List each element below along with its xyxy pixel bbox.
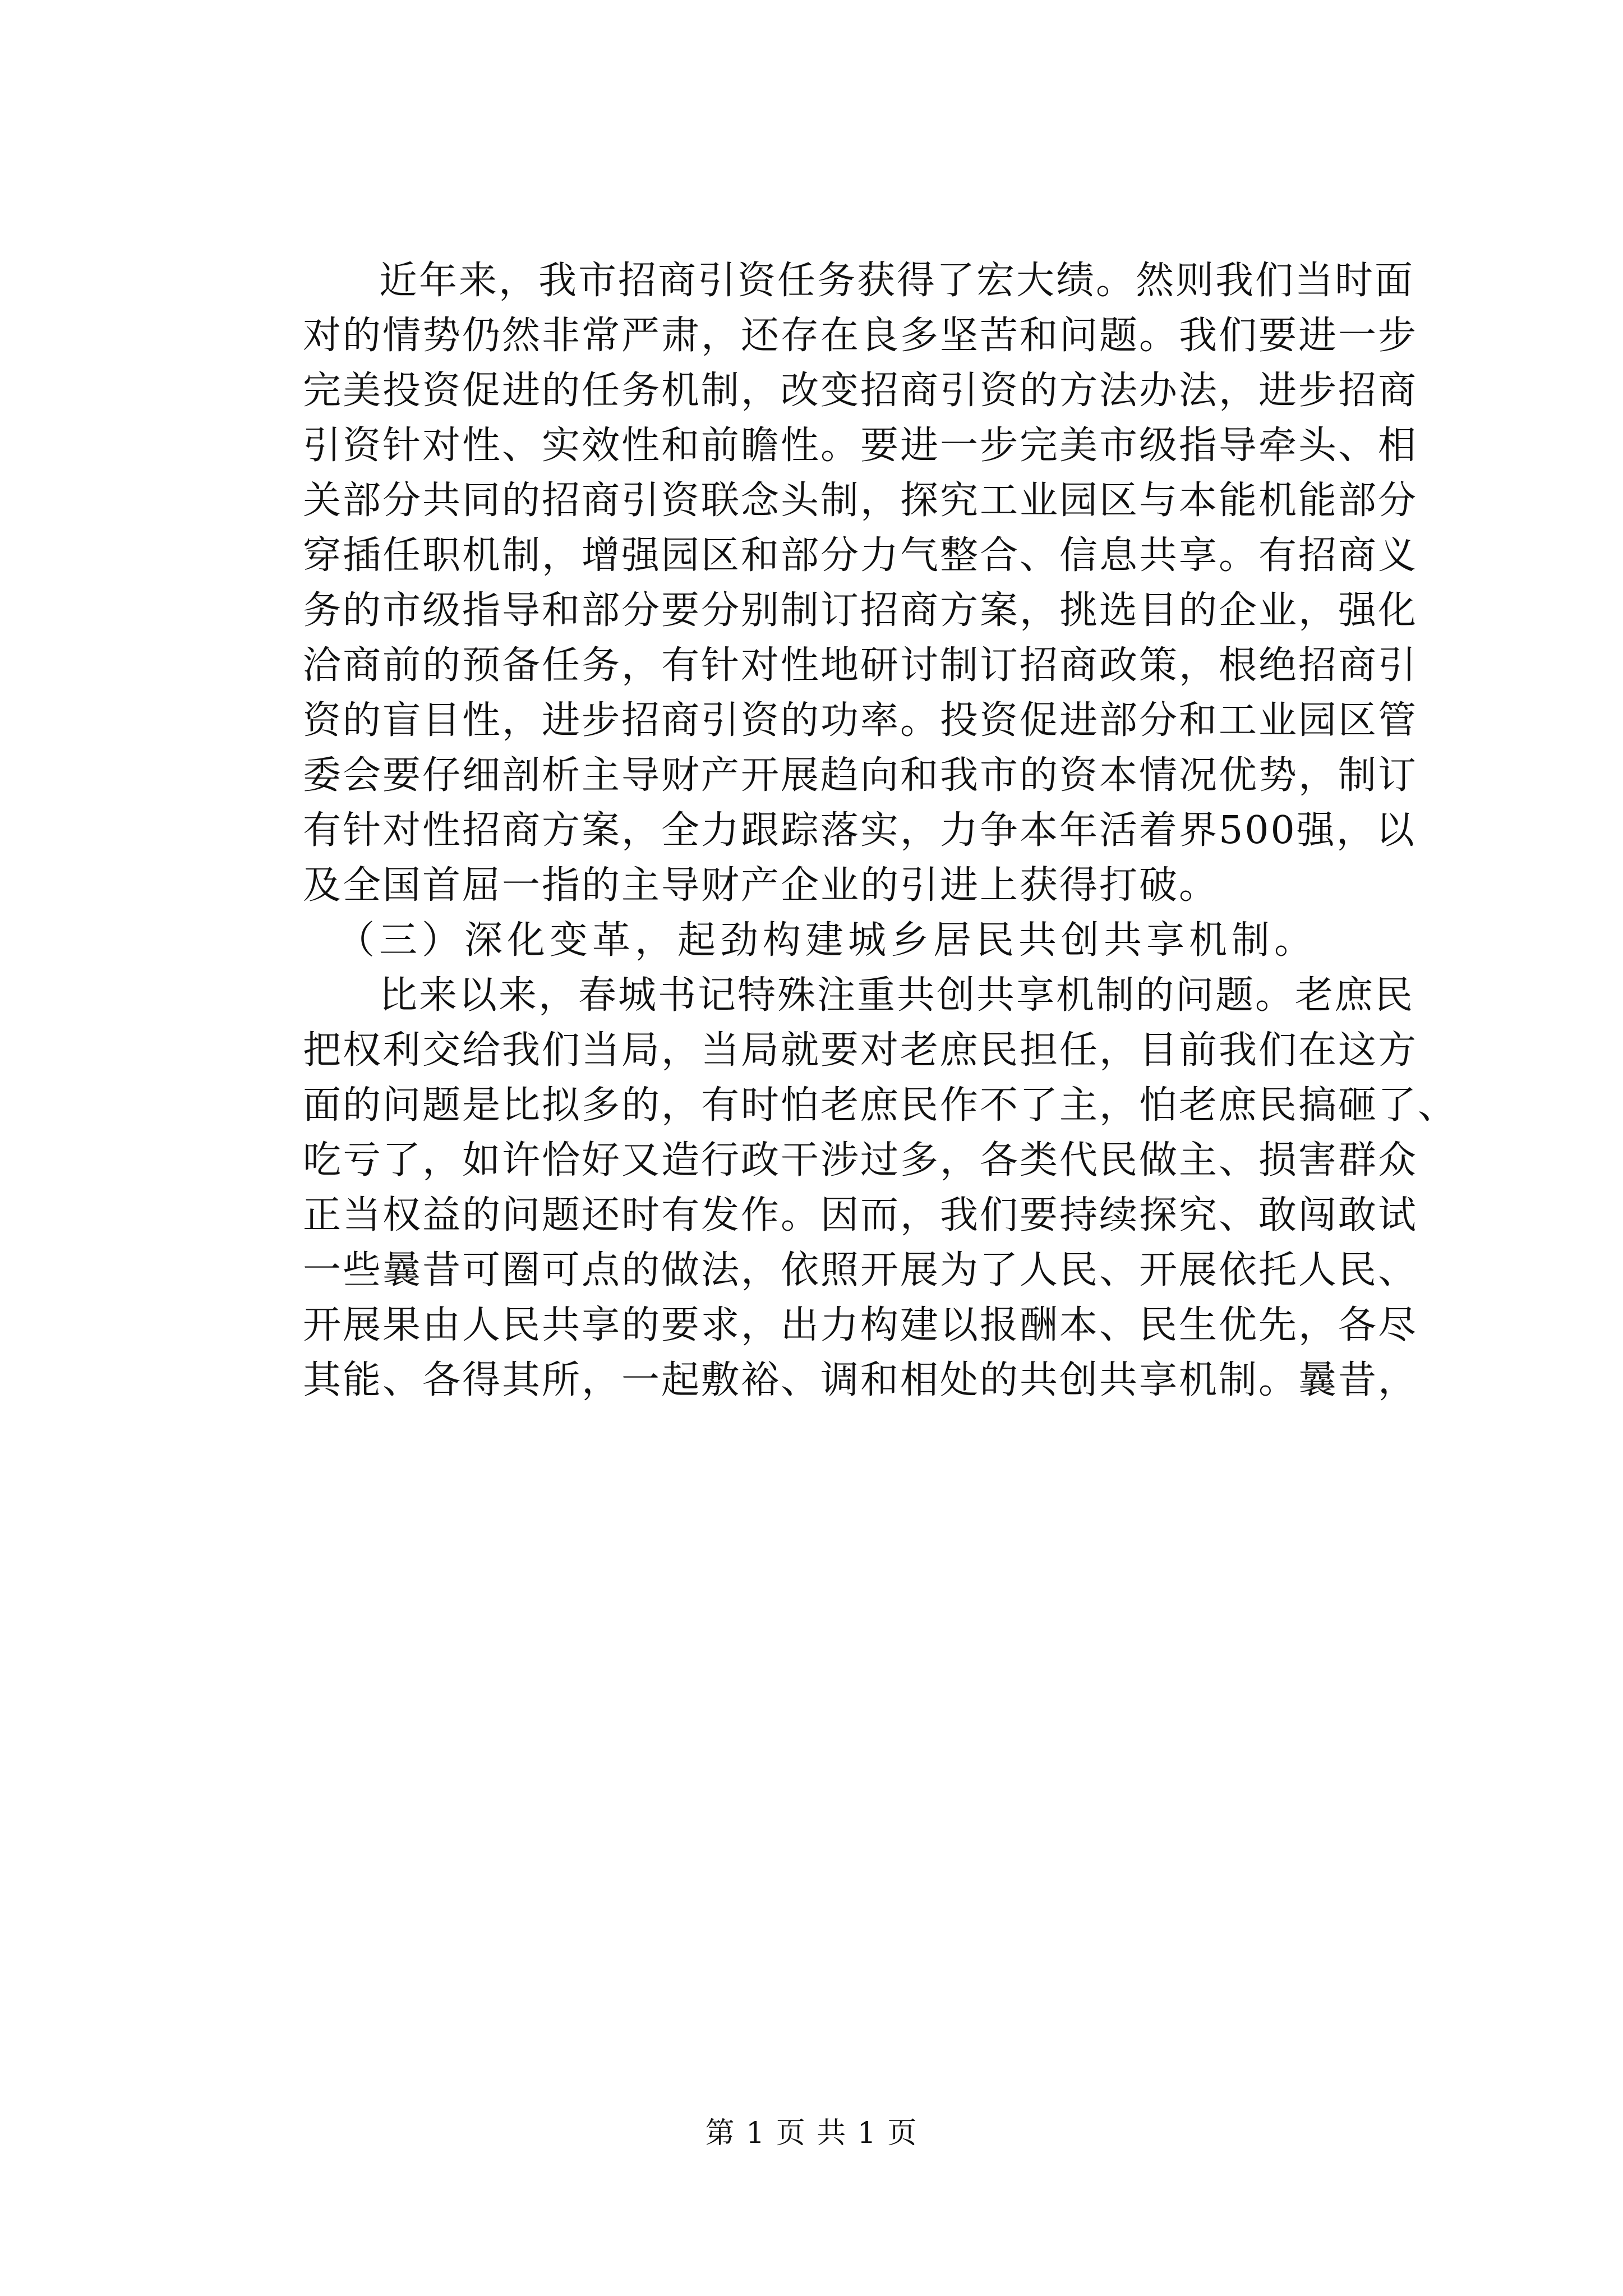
paragraph-2-line-6: 一些曩昔可圈可点的做法，依照开展为了人民、开展依托人民、	[303, 1248, 1418, 1292]
paragraph-1-line-7: 务的市级指导和部分要分别制订招商方案，挑选目的企业，强化	[303, 588, 1418, 633]
paragraph-1-line-4: 引资针对性、实效性和前瞻性。要进一步完美市级指导牵头、相	[303, 424, 1418, 468]
paragraph-1-line-11: 有针对性招商方案，全力跟踪落实，力争本年活着界500强，以	[303, 808, 1416, 853]
paragraph-2-line-7: 开展果由人民共享的要求，出力构建以报酬本、民生优先，各尽	[303, 1303, 1418, 1347]
section-heading: （三）深化变革，起劲构建城乡居民共创共享机制。	[336, 918, 1317, 963]
paragraph-1-line-12: 及全国首屈一指的主导财产企业的引进上获得打破。	[303, 863, 1219, 908]
paragraph-1-line-5: 关部分共同的招商引资联念头制，探究工业园区与本能机能部分	[303, 478, 1418, 523]
paragraph-2-line-1: 比来以来，春城书记特殊注重共创共享机制的问题。老庶民	[379, 973, 1415, 1018]
paragraph-1-line-1: 近年来，我市招商引资任务获得了宏大绩。然则我们当时面	[379, 259, 1415, 303]
document-body	[303, 254, 1458, 1408]
paragraph-1-line-8: 洽商前的预备任务，有针对性地研讨制订招商政策，根绝招商引	[303, 643, 1418, 688]
paragraph-1-line-2: 对的情势仍然非常严肃，还存在良多坚苦和问题。我们要进一步	[303, 314, 1418, 358]
page-footer: 第 1 页 共 1 页	[705, 2116, 918, 2150]
paragraph-1-line-3: 完美投资促进的任务机制，改变招商引资的方法办法，进步招商	[303, 369, 1418, 413]
paragraph-1-line-6: 穿插任职机制，增强园区和部分力气整合、信息共享。有招商义	[303, 533, 1418, 578]
paragraph-2-line-5: 正当权益的问题还时有发作。因而，我们要持续探究、敢闯敢试	[303, 1193, 1418, 1237]
paragraph-2-line-3: 面的问题是比拟多的，有时怕老庶民作不了主，怕老庶民搞砸了、	[303, 1083, 1458, 1128]
paragraph-2-line-2: 把权利交给我们当局，当局就要对老庶民担任，目前我们在这方	[303, 1028, 1418, 1073]
paragraph-1-line-9: 资的盲目性，进步招商引资的功率。投资促进部分和工业园区管	[303, 698, 1418, 743]
paragraph-2-line-4: 吃亏了，如许恰好又造行政干涉过多，各类代民做主、损害群众	[303, 1138, 1418, 1182]
paragraph-2-line-8: 其能、各得其所，一起敷裕、调和相处的共创共享机制。曩昔，	[303, 1358, 1418, 1402]
paragraph-1-line-10: 委会要仔细剖析主导财产开展趋向和我市的资本情况优势，制订	[303, 753, 1418, 798]
